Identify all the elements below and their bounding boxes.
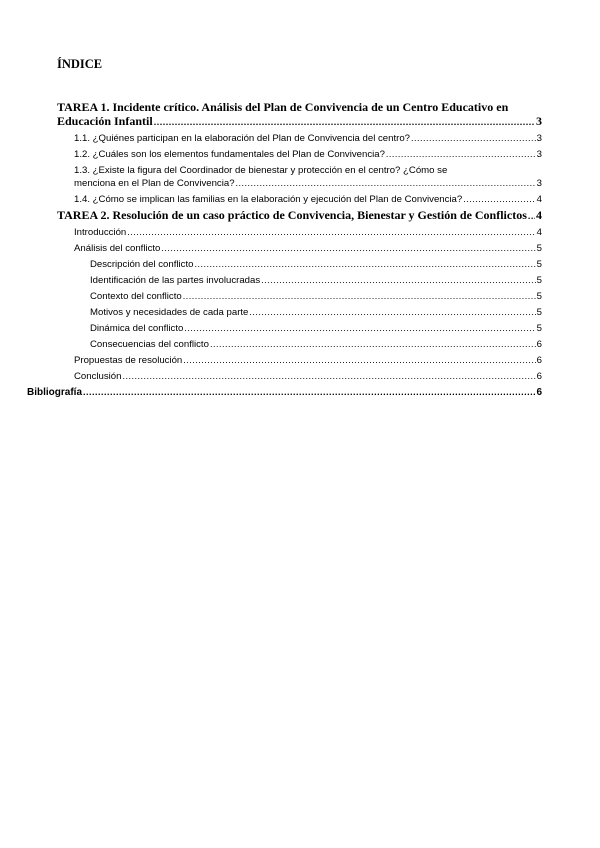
dot-leader bbox=[194, 258, 535, 271]
dot-leader bbox=[161, 242, 535, 255]
dot-leader bbox=[154, 115, 535, 129]
toc-entry-consecuencias[interactable] bbox=[57, 338, 542, 351]
toc-entry-identificacion[interactable] bbox=[57, 274, 542, 287]
dot-leader bbox=[463, 193, 535, 206]
dot-leader bbox=[249, 306, 535, 319]
toc-entry-tarea-1-line1: TAREA 1. Incidente crítico. Análisis del Plan de Convivencia de un Centro Educativo en bbox=[57, 100, 509, 114]
toc-entry-label: 1.4. ¿Cómo se implican las familias en la elaboración y ejecución del Plan de Convivencia? bbox=[74, 194, 463, 205]
table-of-contents bbox=[27, 100, 542, 400]
toc-page-number: 3 bbox=[536, 133, 542, 144]
toc-page-number: 3 bbox=[536, 114, 542, 128]
dot-leader bbox=[236, 177, 536, 190]
dot-leader bbox=[261, 274, 536, 287]
toc-page-number: 6 bbox=[536, 339, 542, 350]
toc-entry-1-3-line1: 1.3. ¿Existe la figura del Coordinador de bienestar y protección en el centro? ¿Cómo se bbox=[74, 165, 448, 176]
toc-entry-label: Identificación de las partes involucradas bbox=[90, 275, 261, 286]
toc-entry-label: Motivos y necesidades de cada parte bbox=[90, 307, 249, 318]
toc-page-number: 5 bbox=[536, 323, 542, 334]
toc-entry-1-2[interactable] bbox=[57, 148, 542, 161]
toc-entry-analisis[interactable] bbox=[57, 242, 542, 255]
toc-entry-tarea-2[interactable] bbox=[57, 208, 542, 223]
toc-entry-dinamica[interactable] bbox=[57, 322, 542, 335]
toc-entry-label: Bibliografía bbox=[27, 387, 83, 398]
toc-page-number: 4 bbox=[536, 208, 542, 222]
toc-page-number: 5 bbox=[536, 275, 542, 286]
toc-entry-label: menciona en el Plan de Convivencia? bbox=[74, 178, 235, 189]
toc-entry-label: Conclusión bbox=[74, 371, 122, 382]
index-heading: ÍNDICE bbox=[57, 57, 103, 71]
toc-page-number: 6 bbox=[536, 355, 542, 366]
toc-entry-conclusion[interactable] bbox=[57, 370, 542, 383]
toc-entry-1-3-line2 bbox=[57, 177, 542, 190]
dot-leader bbox=[528, 209, 535, 223]
toc-entry-1-3[interactable] bbox=[57, 164, 542, 190]
toc-page-number: 5 bbox=[536, 243, 542, 254]
toc-page-number: 5 bbox=[536, 307, 542, 318]
toc-entry-label: 1.1. ¿Quiénes participan en la elaboración del Plan de Convivencia del centro? bbox=[74, 133, 410, 144]
dot-leader bbox=[386, 148, 536, 161]
toc-entry-1-4[interactable] bbox=[57, 193, 542, 206]
toc-entry-label: Descripción del conflicto bbox=[90, 259, 194, 270]
toc-page-number: 3 bbox=[536, 149, 542, 160]
toc-entry-tarea-1[interactable] bbox=[57, 100, 542, 129]
dot-leader bbox=[184, 322, 535, 335]
toc-entry-tarea-1-line2 bbox=[57, 114, 542, 129]
toc-page-number: 4 bbox=[536, 194, 542, 205]
dot-leader bbox=[83, 385, 535, 399]
toc-entry-label: TAREA 2. Resolución de un caso práctico de Convivencia, Bienestar y Gestión de Conflictos bbox=[57, 208, 527, 222]
toc-page-number: 4 bbox=[536, 227, 542, 238]
toc-page-number: 3 bbox=[536, 178, 542, 189]
toc-entry-bibliografia[interactable] bbox=[27, 385, 542, 400]
dot-leader bbox=[122, 370, 535, 383]
toc-entry-label: Análisis del conflicto bbox=[74, 243, 161, 254]
toc-entry-motivos[interactable] bbox=[57, 306, 542, 319]
dot-leader bbox=[210, 338, 536, 351]
toc-page-number: 5 bbox=[536, 259, 542, 270]
toc-entry-1-1[interactable] bbox=[57, 132, 542, 145]
toc-page-number: 5 bbox=[536, 291, 542, 302]
toc-page-number: 6 bbox=[536, 387, 542, 398]
toc-entry-label: Contexto del conflicto bbox=[90, 291, 182, 302]
toc-entry-contexto[interactable] bbox=[57, 290, 542, 303]
toc-entry-label: Propuestas de resolución bbox=[74, 355, 183, 366]
dot-leader bbox=[411, 132, 536, 145]
toc-entry-label: Educación Infantil bbox=[57, 114, 153, 128]
toc-entry-introduccion[interactable] bbox=[57, 226, 542, 239]
toc-page-number: 6 bbox=[536, 371, 542, 382]
toc-entry-propuestas[interactable] bbox=[57, 354, 542, 367]
toc-entry-label: 1.2. ¿Cuáles son los elementos fundamentales del Plan de Convivencia? bbox=[74, 149, 385, 160]
dot-leader bbox=[127, 226, 535, 239]
toc-entry-label: Introducción bbox=[74, 227, 127, 238]
dot-leader bbox=[183, 354, 535, 367]
toc-entry-label: Consecuencias del conflicto bbox=[90, 339, 209, 350]
toc-entry-descripcion[interactable] bbox=[57, 258, 542, 271]
dot-leader bbox=[183, 290, 536, 303]
toc-entry-label: Dinámica del conflicto bbox=[90, 323, 184, 334]
